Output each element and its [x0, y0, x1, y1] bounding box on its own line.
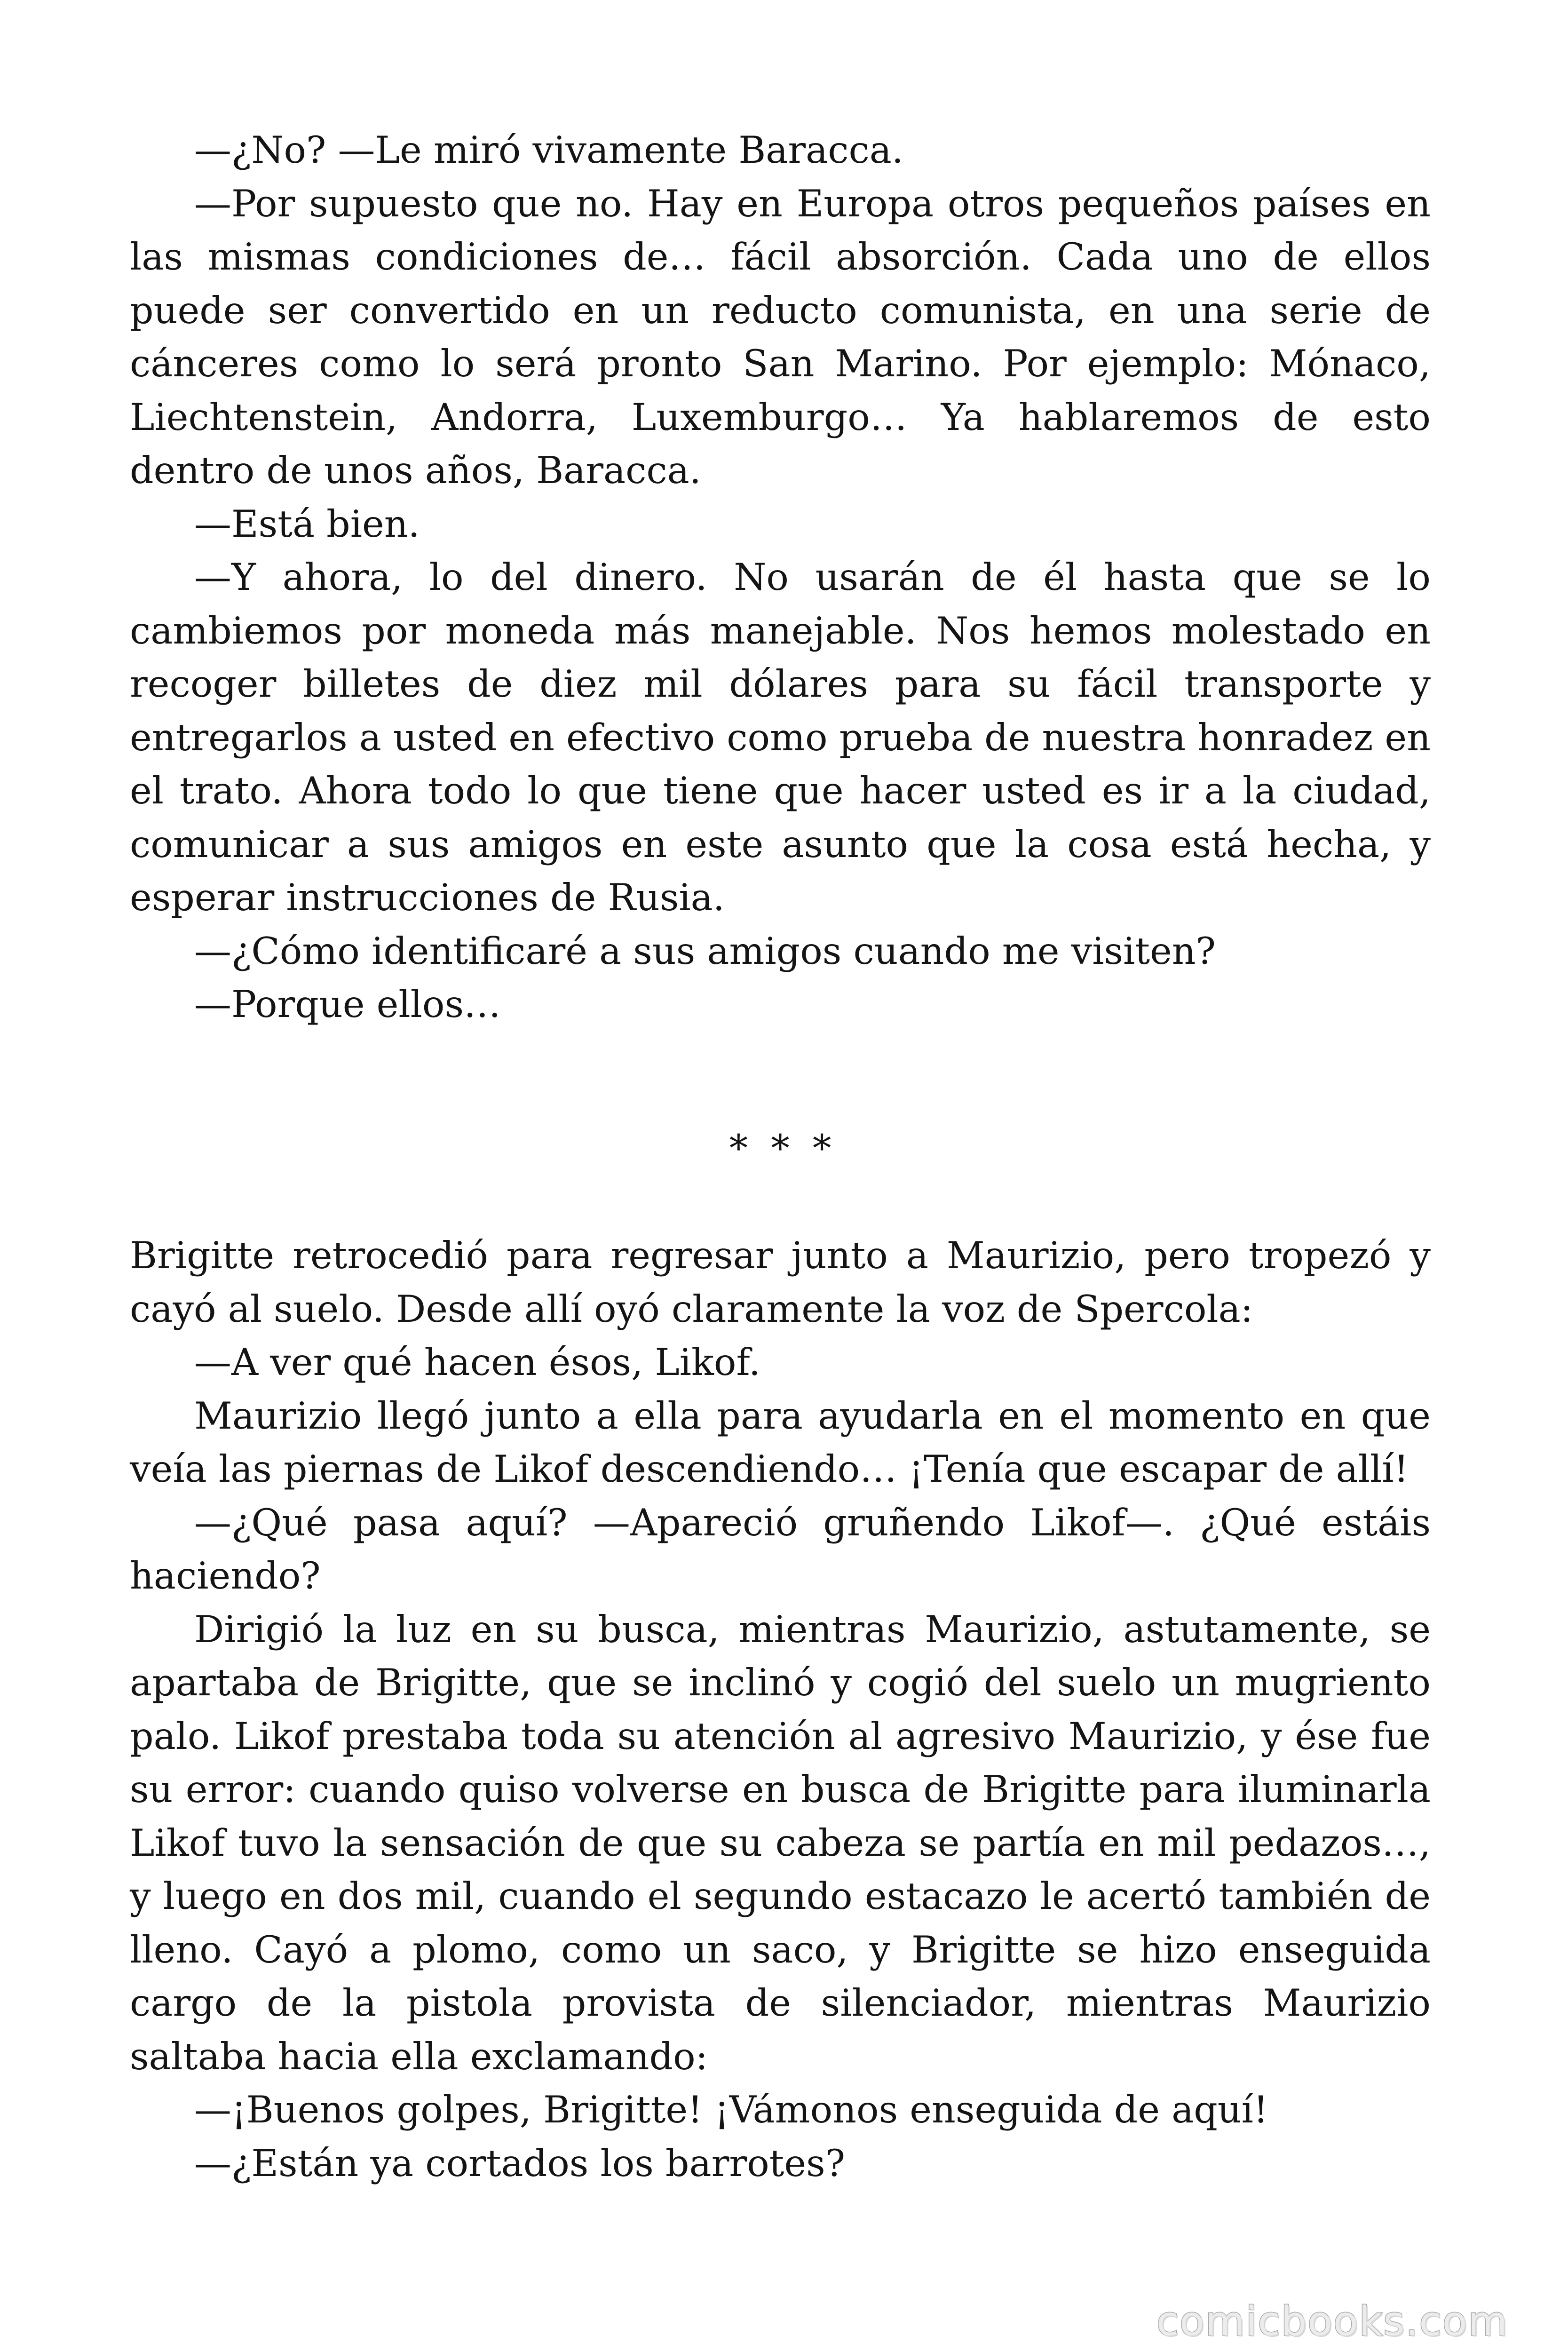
text-line: Likof tuvo la sensación de que su cabeza se partía en mil pedazos…, — [130, 1821, 1431, 1865]
text-line: Brigitte retrocedió para regresar junto a Maurizio, pero tropezó y — [130, 1234, 1431, 1277]
text-line: y luego en dos mil, cuando el segundo estacazo le acertó también de — [130, 1875, 1431, 1918]
text-line: —Está bien. — [194, 502, 420, 546]
paragraph — [130, 177, 1431, 498]
paragraph — [130, 925, 1431, 978]
text-line: cánceres como lo será pronto San Marino. Por ejemplo: Mónaco, — [130, 342, 1431, 385]
text-line: recoger billetes de diez mil dólares para su fácil transporte y — [130, 662, 1431, 706]
text-line: —¿No? —Le miró vivamente Baracca. — [194, 128, 903, 172]
text-line: puede ser convertido en un reducto comunista, en una serie de — [130, 288, 1431, 332]
text-line: —¿Qué pasa aquí? —Apareció gruñendo Likof—. ¿Qué estáis — [194, 1501, 1431, 1544]
text-line: —Porque ellos… — [194, 983, 501, 1026]
text-line: lleno. Cayó a plomo, como un saco, y Brigitte se hizo enseguida — [130, 1928, 1431, 1971]
text-line: —¿Cómo identificaré a sus amigos cuando me visiten? — [194, 929, 1216, 973]
text-line: apartaba de Brigitte, que se inclinó y cogió del suelo un mugriento — [130, 1661, 1431, 1704]
text-line: cargo de la pistola provista de silenciador, mientras Maurizio — [130, 1981, 1431, 2025]
text-line: Dirigió la luz en su busca, mientras Maurizio, astutamente, se — [194, 1607, 1431, 1651]
text-line: dentro de unos años, Baracca. — [130, 449, 701, 492]
text-line: entregarlos a usted en efectivo como prueba de nuestra honradez en — [130, 715, 1431, 759]
paragraph — [130, 551, 1431, 925]
text-line: —¿Están ya cortados los barrotes? — [194, 2141, 846, 2185]
text-line: cambiemos por moneda más manejable. Nos hemos molestado en — [130, 609, 1431, 652]
text-line: las mismas condiciones de… fácil absorción. Cada uno de ellos — [130, 235, 1431, 278]
text-line: haciendo? — [130, 1554, 321, 1597]
text-line: el trato. Ahora todo lo que tiene que hacer usted es ir a la ciudad, — [130, 769, 1431, 812]
text-line: comunicar a sus amigos en este asunto que la cosa está hecha, y — [130, 822, 1431, 866]
paragraph — [130, 2137, 1431, 2191]
text-line: —A ver qué hacen ésos, Likof. — [194, 1341, 761, 1384]
paragraph — [130, 2083, 1431, 2137]
paragraph — [130, 1496, 1431, 1603]
text-line: esperar instrucciones de Rusia. — [130, 876, 725, 919]
watermark: comicbooks.com — [1156, 2298, 1508, 2345]
paragraph — [130, 124, 1431, 177]
text-line: cayó al suelo. Desde allí oyó claramente la voz de Spercola: — [130, 1287, 1253, 1331]
paragraph — [130, 498, 1431, 551]
text-line: —Por supuesto que no. Hay en Europa otros pequeños países en — [194, 182, 1431, 225]
text-line: —Y ahora, lo del dinero. No usarán de él hasta que se lo — [194, 556, 1431, 599]
text-line: su error: cuando quiso volverse en busca de Brigitte para iluminarla — [130, 1768, 1431, 1811]
paragraph — [130, 1603, 1431, 2084]
text-section — [130, 1229, 1431, 2190]
scene-break: * * * — [729, 1127, 832, 1170]
text-line: saltaba hacia ella exclamando: — [130, 2034, 708, 2078]
text-line: —¡Buenos golpes, Brigitte! ¡Vámonos enseguida de aquí! — [194, 2088, 1268, 2131]
paragraph — [130, 1229, 1431, 1336]
text-line: veía las piernas de Likof descendiendo… ¡Tenía que escapar de allí! — [130, 1447, 1409, 1491]
paragraph — [130, 1390, 1431, 1496]
paragraph — [130, 1336, 1431, 1390]
text-section — [130, 124, 1431, 1032]
text-line: palo. Likof prestaba toda su atención al agresivo Maurizio, y ése fue — [130, 1714, 1431, 1758]
text-line: Maurizio llegó junto a ella para ayudarla en el momento en que — [194, 1394, 1431, 1438]
paragraph — [130, 978, 1431, 1032]
text-line: Liechtenstein, Andorra, Luxemburgo… Ya hablaremos de esto — [130, 395, 1431, 439]
